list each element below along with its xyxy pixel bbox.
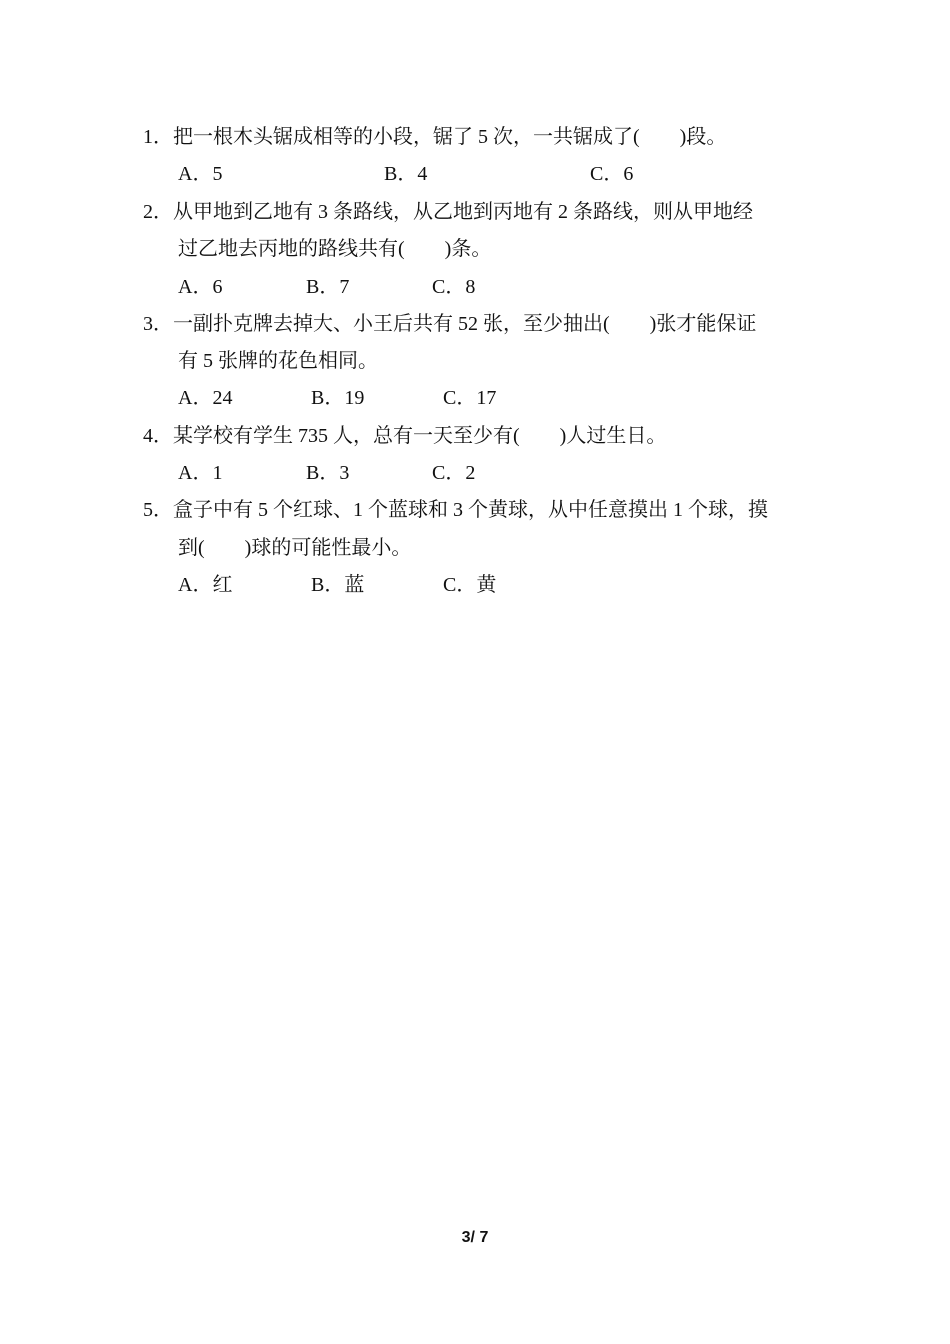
question-3-option-a: A．24 xyxy=(178,387,233,409)
question-2-text-2: 过乙地去丙地的路线共有( )条。 xyxy=(178,238,492,260)
question-3-option-c: C．17 xyxy=(443,387,497,409)
question-4-line-1 xyxy=(143,422,666,450)
question-2-line-1 xyxy=(143,198,753,226)
question-1-number: 1． xyxy=(143,126,173,148)
question-4-text: 某学校有学生 735 人，总有一天至少有( )人过生日。 xyxy=(173,425,667,447)
question-3-option-b: B．19 xyxy=(311,387,365,409)
question-5-option-b: B．蓝 xyxy=(311,574,365,596)
question-3-text-1: 一副扑克牌去掉大、小王后共有 52 张，至少抽出( )张才能保证 xyxy=(173,313,757,335)
page-number: 3/ 7 xyxy=(461,1229,489,1246)
question-5-number: 5． xyxy=(143,499,173,521)
question-3-number: 3． xyxy=(143,313,173,335)
question-4-option-b: B．3 xyxy=(306,462,350,484)
question-5-option-c: C．黄 xyxy=(443,574,497,596)
question-2-option-b: B．7 xyxy=(306,276,350,298)
question-2-option-c: C．8 xyxy=(432,276,476,298)
question-5-option-a: A．红 xyxy=(178,574,233,596)
question-1-option-b: B．4 xyxy=(384,163,428,185)
question-5-text-2: 到( )球的可能性最小。 xyxy=(178,537,412,559)
question-4-option-c: C．2 xyxy=(432,462,476,484)
question-2-number: 2． xyxy=(143,201,173,223)
question-2-option-a: A．6 xyxy=(178,276,223,298)
question-1-line-1 xyxy=(143,123,726,151)
question-2-text-1: 从甲地到乙地有 3 条路线，从乙地到丙地有 2 条路线，则从甲地经 xyxy=(173,201,753,223)
question-1-option-c: C．6 xyxy=(590,163,634,185)
question-5-text-1: 盒子中有 5 个红球、1 个蓝球和 3 个黄球，从中任意摸出 1 个球，摸 xyxy=(173,499,768,521)
question-3-line-1 xyxy=(143,310,756,338)
question-3-text-2: 有 5 张牌的花色相同。 xyxy=(178,350,378,372)
question-4-number: 4． xyxy=(143,425,173,447)
question-4-option-a: A．1 xyxy=(178,462,223,484)
question-1-option-a: A．5 xyxy=(178,163,223,185)
question-1-text: 把一根木头锯成相等的小段，锯了 5 次，一共锯成了( )段。 xyxy=(173,126,727,148)
question-5-line-1 xyxy=(143,496,768,524)
